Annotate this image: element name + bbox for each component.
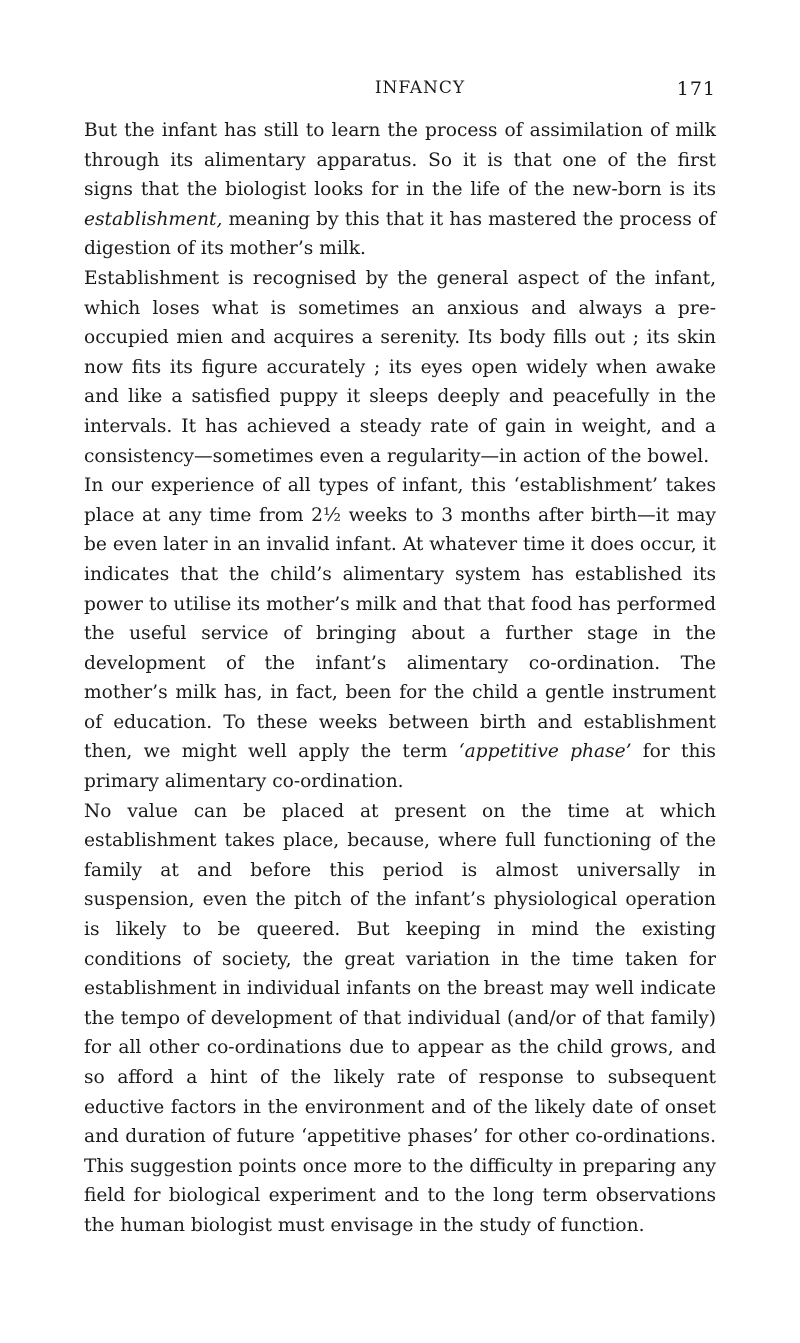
paragraph-1-text-b: meaning by this that it has mastered the process of digestion of its mother’s milk. [84,208,716,260]
paragraph-1-emphasis: establishment, [84,208,223,230]
body-text [84,116,716,1241]
running-title: INFANCY [374,78,466,98]
paragraph-1-text-a: But the infant has still to learn the process of assimilation of milk through its alimentary apparatus. So it is that one of the first signs that the biologist looks for in the life of the new-born is its [84,120,716,201]
paragraph-3-text-a: In our experience of all types of infant, this ‘establishment’ takes place at any time from 2½ weeks to 3 months after birth—it may be even later in an invalid infant. At whatever time it does occur, it indicates that the child’s alimentary system has established its power to utilise its mother’s milk and that that food has performed the useful service of bringing about a further stage in the development of the infant’s alimentary co-ordination. The mother’s milk has, in fact, been for the child a gentle instrument of education. To these weeks between birth and establishment then, we might well apply the term [84,475,716,763]
book-page [84,78,716,1241]
running-head [84,78,716,108]
paragraph-4: No value can be placed at present on the time at which establishment takes place, because, where full functioning of the family at and before this period is almost universally in suspension, even the pitch of the infant’s physiological operation is likely to be queered. But keeping in mind the existing conditions of society, the great variation in the time taken for establishment in individual infants on the breast may well indicate the tempo of development of that individual (and/or of that family) for all other co-ordinations due to appear as the child grows, and so afford a hint of the likely rate of response to subsequent eductive factors in the environment and of the likely date of onset and duration of future ‘appetitive phases’ for other co-ordinations. This suggestion points once more to the difficulty in preparing any field for biological experiment and to the long term observations the human biologist must envisage in the study of function. [84,800,716,1236]
paragraph-1 [84,116,716,264]
paragraph-3-text-b: for this primary alimentary co-ordination. [84,741,716,793]
paragraph-3-emphasis: ‘appetitive phase’ [458,741,632,763]
paragraph-3 [84,471,716,797]
paragraph-2: Establishment is recognised by the general aspect of the infant, which loses what is sometimes an anxious and always a pre-occupied mien and acquires a serenity. Its body fills out ; its skin now fits its figure accurately ; its eyes open widely when awake and like a satisfied puppy it sleeps deeply and peacefully in the intervals. It has achieved a steady rate of gain in weight, and a consistency—sometimes even a regularity—in action of the bowel. [84,267,716,467]
page-number: 171 [676,78,716,100]
